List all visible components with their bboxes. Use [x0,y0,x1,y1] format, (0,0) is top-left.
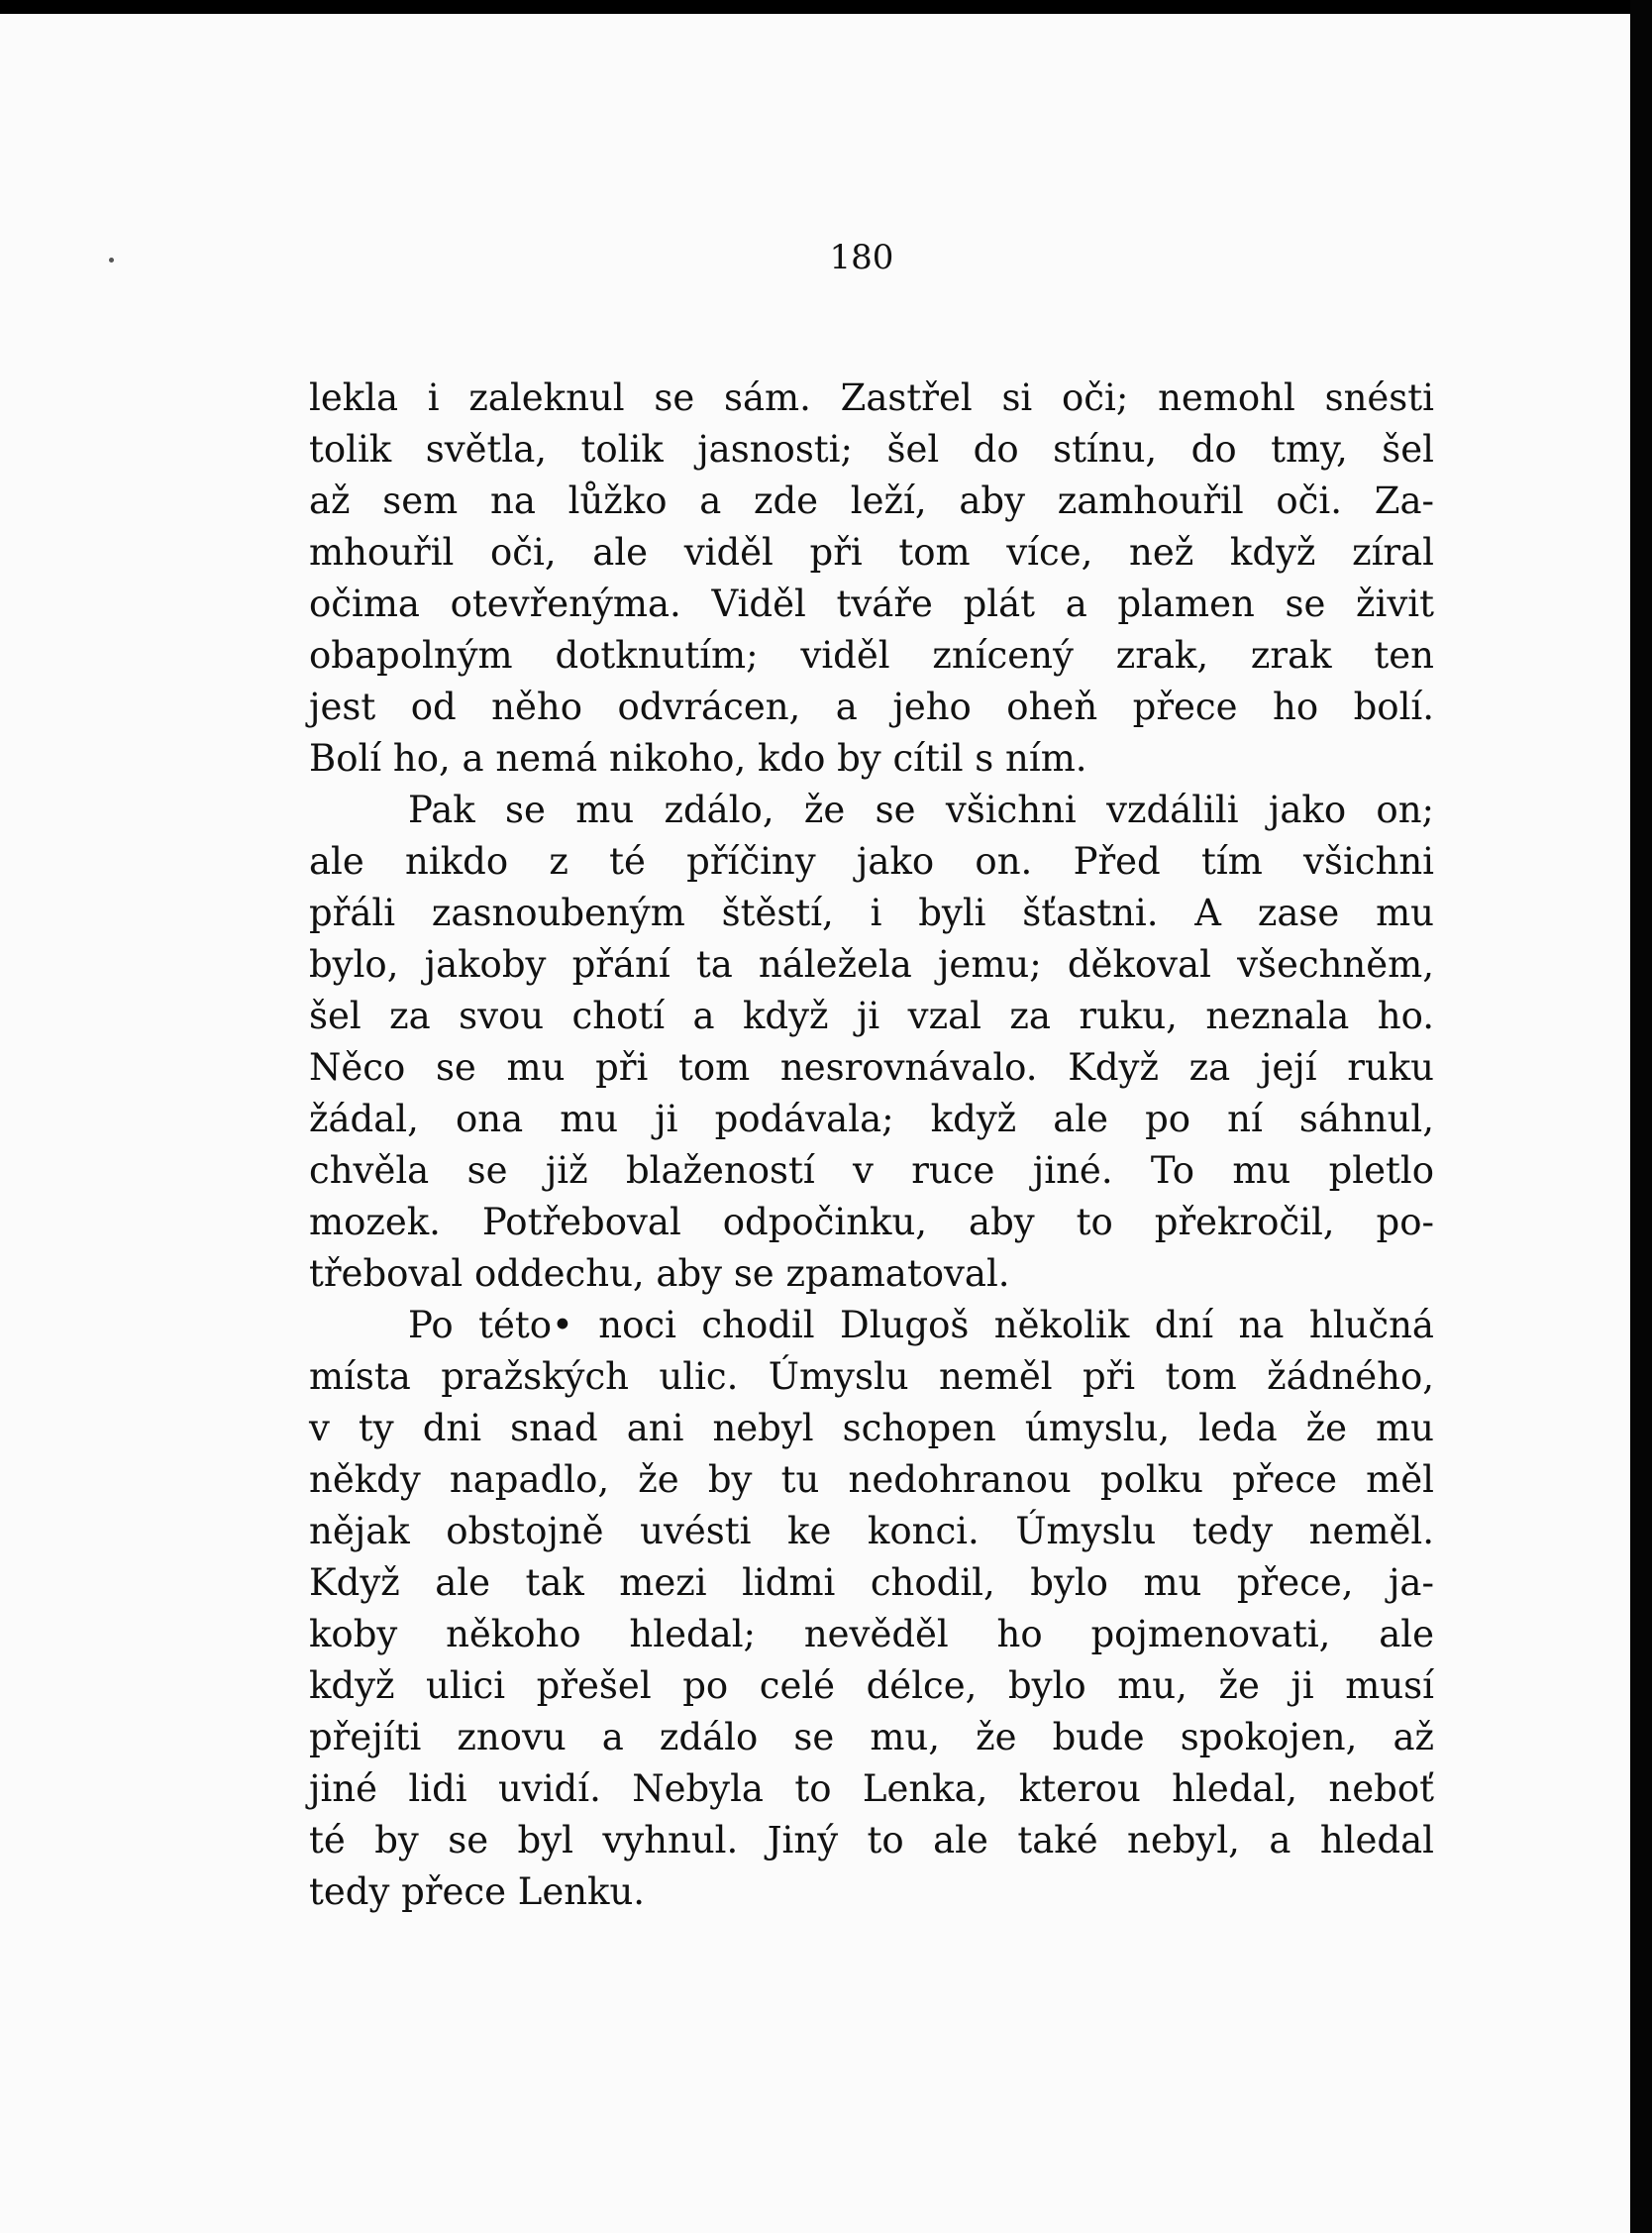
text-line: Po této• noci chodil Dlugoš několik dní na hlučná [408,1304,1434,1346]
text-line: v ty dni snad ani nebyl schopen úmyslu, leda že mu [309,1407,1434,1449]
text-line: bylo, jakoby přání ta náležela jemu; děkoval všechněm, [309,943,1434,986]
text-line: té by se byl vyhnul. Jiný to ale také nebyl, a hledal [309,1819,1434,1861]
text-line: tedy přece Lenku. [309,1870,646,1913]
text-line: tolik světla, tolik jasnosti; šel do stínu, do tmy, šel [309,428,1434,471]
text-line: Něco se mu při tom nesrovnávalo. Když za její ruku [309,1046,1434,1089]
text-line: místa pražských ulic. Úmyslu neměl při tom žádného, [309,1355,1434,1398]
text-line: šel za svou chotí a když ji vzal za ruku, neznala ho. [309,995,1434,1037]
text-line: mozek. Potřeboval odpočinku, aby to překročil, po- [309,1201,1434,1243]
text-line: někdy napadlo, že by tu nedohranou polku přece měl [309,1458,1434,1501]
text-line: očima otevřenýma. Viděl tváře plát a plamen se živit [309,583,1434,625]
text-line: když ulici přešel po celé délce, bylo mu, že ji musí [309,1664,1434,1707]
text-line: nějak obstojně uvésti ke konci. Úmyslu tedy neměl. [309,1510,1434,1552]
text-line: jiné lidi uvidí. Nebyla to Lenka, kterou hledal, neboť [309,1767,1434,1810]
text-line: koby někoho hledal; nevěděl ho pojmenovati, ale [309,1613,1434,1655]
body-text [309,372,1434,1918]
page-number: 180 [829,238,894,277]
page-speck [109,258,114,263]
text-line: žádal, ona mu ji podávala; když ale po ní sáhnul, [309,1098,1434,1140]
text-line: Bolí ho, a nemá nikoho, kdo by cítil s ním. [309,737,1087,780]
book-page [0,14,1630,2233]
text-line: až sem na lůžko a zde leží, aby zamhouřil oči. Za- [309,479,1434,522]
text-line: ale nikdo z té příčiny jako on. Před tím všichni [309,840,1434,883]
text-line: obapolným dotknutím; viděl znícený zrak, zrak ten [309,634,1434,677]
text-line: Když ale tak mezi lidmi chodil, bylo mu přece, ja- [309,1561,1434,1604]
text-line: chvěla se již blažeností v ruce jiné. To mu pletlo [309,1149,1434,1192]
text-line: jest od něho odvrácen, a jeho oheň přece ho bolí. [309,686,1434,728]
text-line: třeboval oddechu, aby se zpamatoval. [309,1252,1010,1295]
text-line: přáli zasnoubeným štěstí, i byli šťastni. A zase mu [309,892,1434,934]
text-line: mhouřil oči, ale viděl při tom více, než když zíral [309,531,1434,574]
text-line: Pak se mu zdálo, že se všichni vzdálili jako on; [408,789,1434,831]
scan-border-right [1630,0,1652,2233]
text-line: přejíti znovu a zdálo se mu, že bude spokojen, až [309,1716,1434,1758]
text-line: lekla i zaleknul se sám. Zastřel si oči; nemohl snésti [309,376,1434,419]
